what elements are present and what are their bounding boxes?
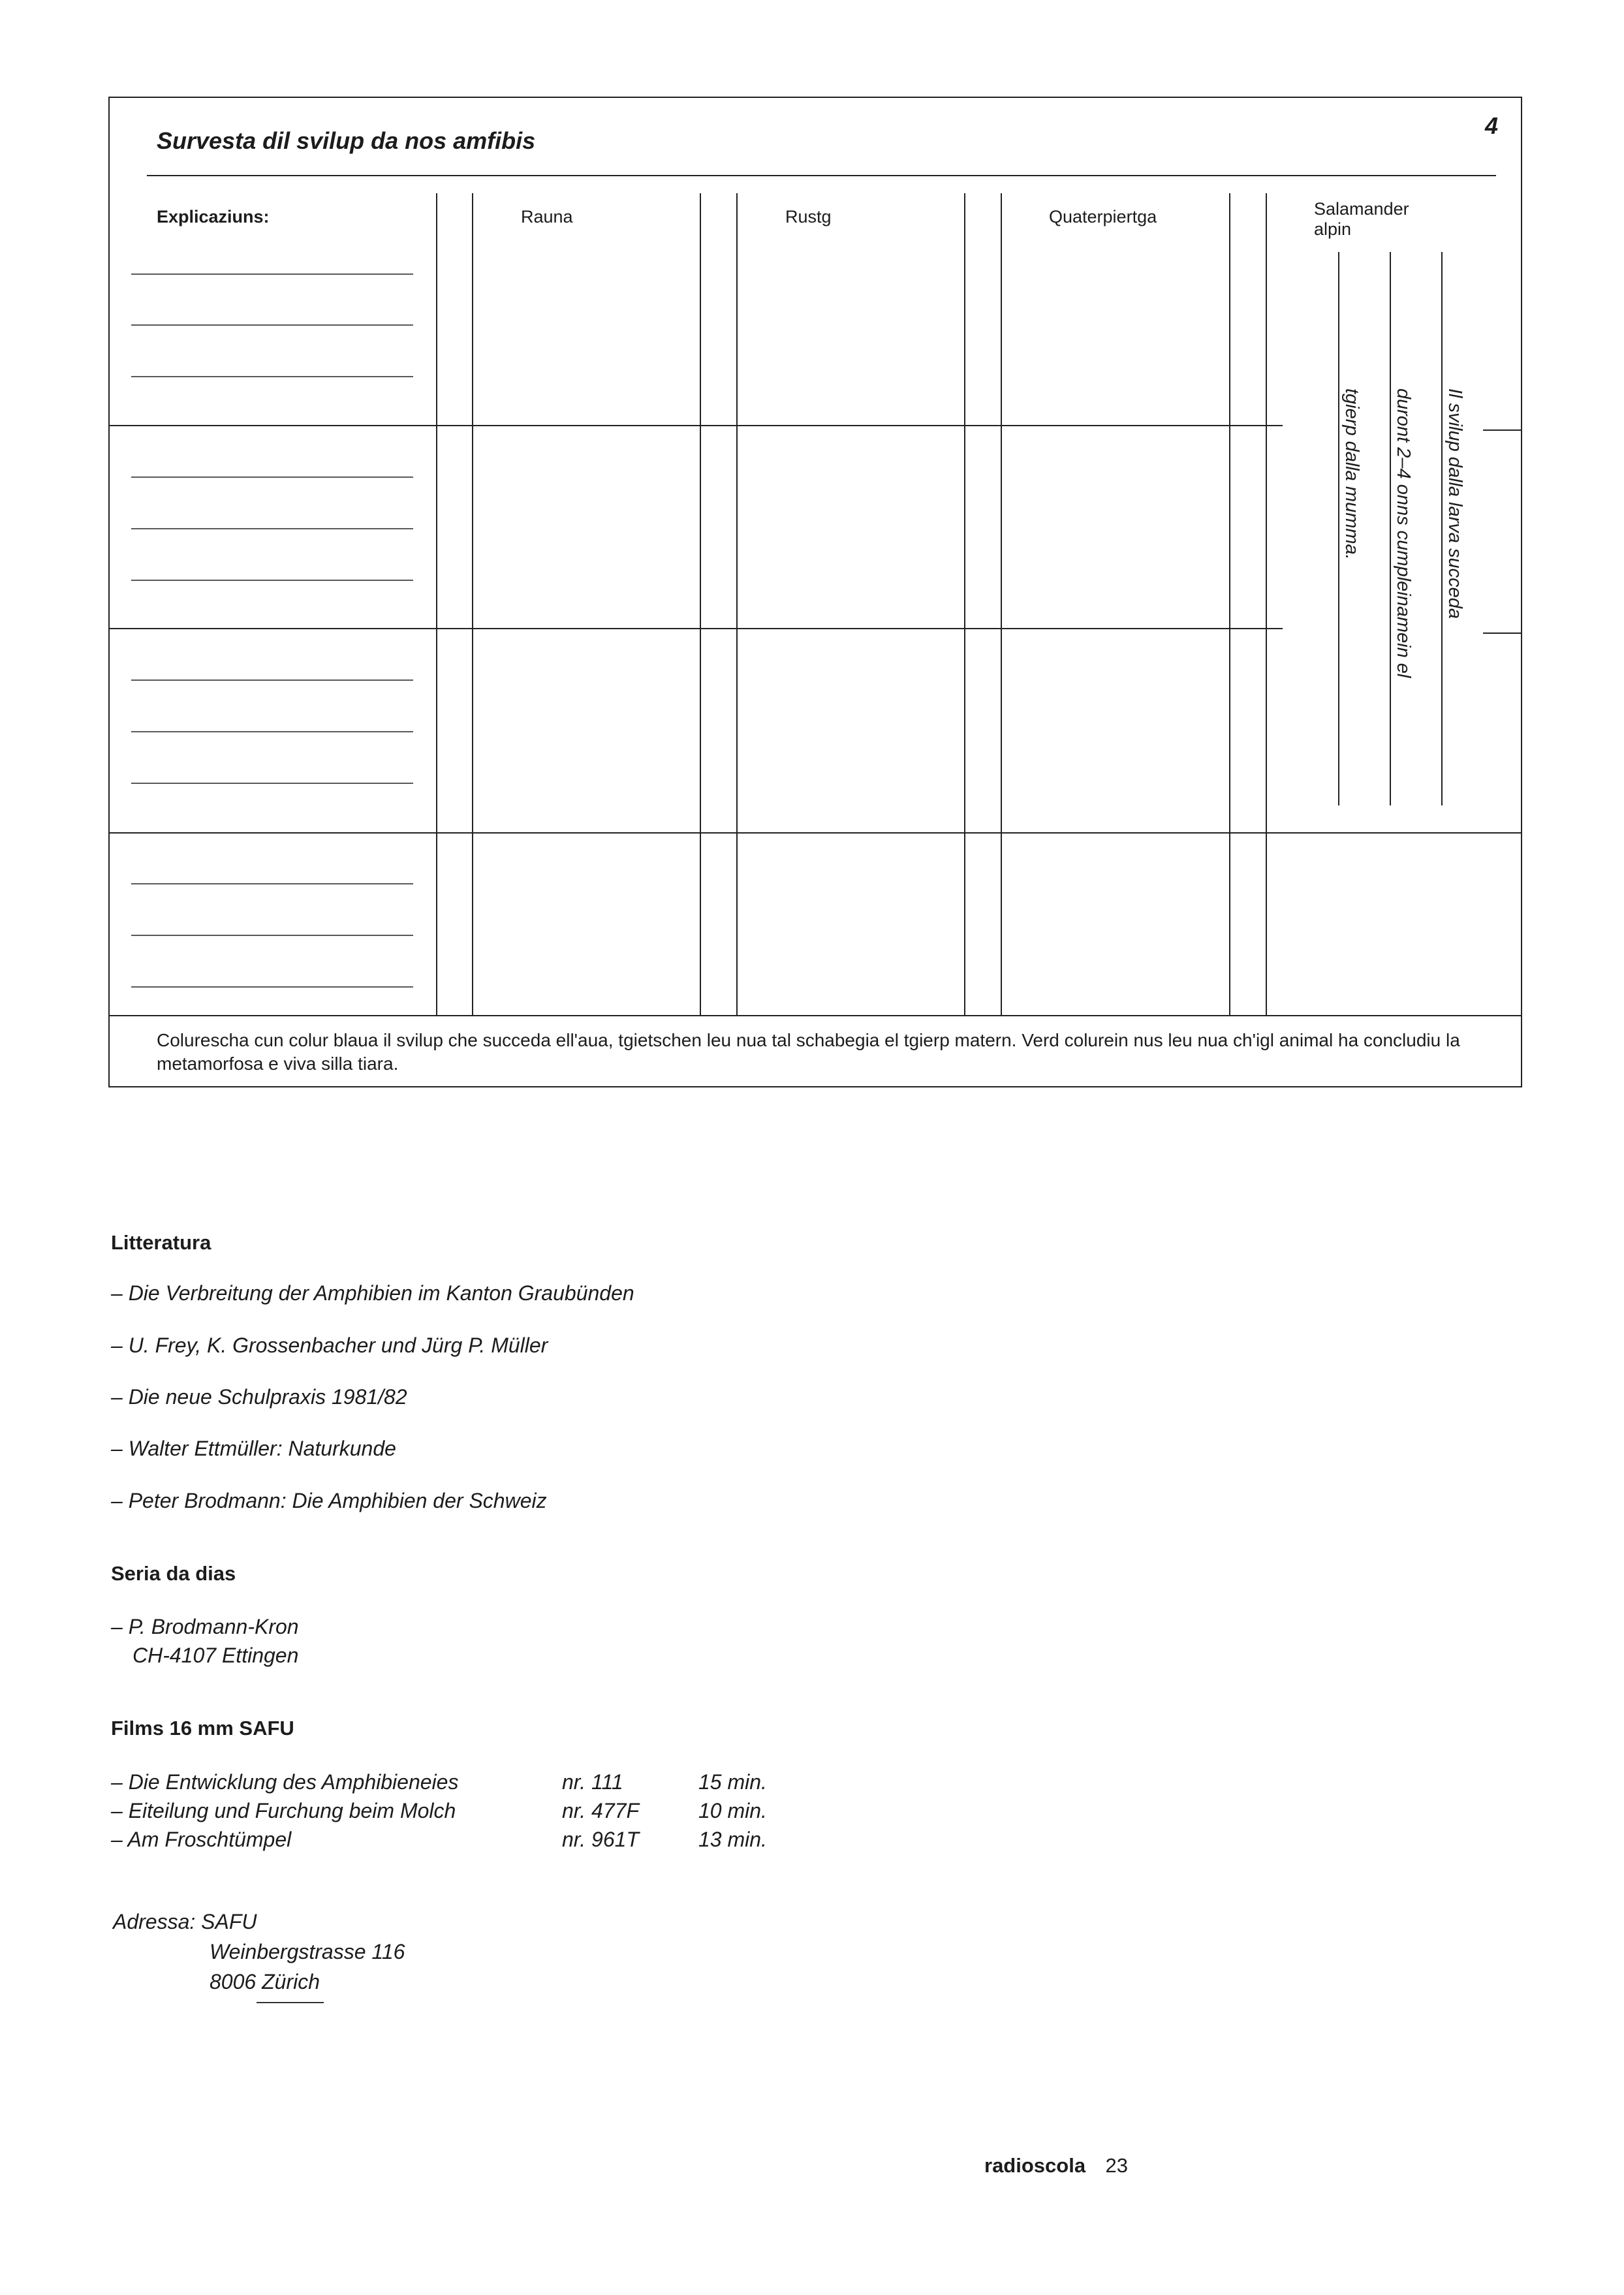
literature-item: – Die Verbreitung der Amphibien im Kanton Graubünden <box>111 1281 634 1305</box>
page-footer <box>984 2154 1128 2178</box>
worksheet-frame <box>109 97 1522 1087</box>
film-title: – Am Froschtümpel <box>111 1828 292 1851</box>
column-header-frog: Rauna <box>521 207 573 226</box>
address-line3: 8006 Zürich <box>210 1970 320 1993</box>
salamander-note-line2: duront 2–4 onns cumpleinamein el <box>1393 388 1414 678</box>
worksheet-page-number: 4 <box>1485 112 1499 139</box>
literature-item: – U. Frey, K. Grossenbacher und Jürg P. Müller <box>111 1334 548 1357</box>
film-duration: 15 min. <box>698 1770 767 1794</box>
literature-item: – Peter Brodmann: Die Amphibien der Schweiz <box>111 1489 547 1512</box>
film-number: nr. 111 <box>562 1770 623 1794</box>
films-heading: Films 16 mm SAFU <box>111 1717 294 1740</box>
publication-name: radioscola <box>984 2154 1086 2177</box>
slides-line2: CH-4107 Ettingen <box>133 1644 299 1667</box>
literature-item: – Walter Ettmüller: Naturkunde <box>111 1437 396 1460</box>
address-line1: Adressa: SAFU <box>113 1910 257 1933</box>
worksheet-caption: Colurescha cun colur blaua il svilup che succeda ell'aua, tgietschen leu nua tal schabegia el tgierp matern. Verd colurein nus leu nua ch'igl animal ha concludiu la metamorfosa e viva silla tiara. <box>157 1030 1460 1074</box>
column-header-toad: Rustg <box>785 207 832 226</box>
film-title: – Die Entwicklung des Amphibieneies <box>111 1770 459 1794</box>
worksheet-title: Survesta dil svilup da nos amfibis <box>157 127 536 154</box>
slides-heading: Seria da dias <box>111 1562 236 1585</box>
film-title: – Eiteilung und Furchung beim Molch <box>111 1799 456 1822</box>
column-header-explanations: Explicaziuns: <box>157 207 270 226</box>
address-line2: Weinbergstrasse 116 <box>210 1940 405 1963</box>
amphibian-development-worksheet <box>0 0 1624 1110</box>
writing-lines <box>131 274 413 987</box>
film-number: nr. 961T <box>562 1828 639 1851</box>
column-header-salamander-line1: Salamander <box>1314 199 1409 219</box>
film-number: nr. 477F <box>562 1799 639 1822</box>
salamander-note-line1: Il svilup dalla larva succeda <box>1444 388 1465 619</box>
literature-item: – Die neue Schulpraxis 1981/82 <box>111 1385 407 1409</box>
film-duration: 10 min. <box>698 1799 767 1822</box>
column-header-newt: Quaterpiertga <box>1049 207 1157 226</box>
column-header-salamander-line2: alpin <box>1314 219 1352 239</box>
slides-line1: – P. Brodmann-Kron <box>111 1615 299 1638</box>
worksheet-grid <box>0 0 1624 1110</box>
film-duration: 13 min. <box>698 1828 767 1851</box>
page-number: 23 <box>1105 2154 1128 2177</box>
salamander-note-line3: tgierp dalla mumma. <box>1341 388 1362 560</box>
literature-heading: Litteratura <box>111 1231 211 1254</box>
address-underline <box>257 2002 324 2003</box>
